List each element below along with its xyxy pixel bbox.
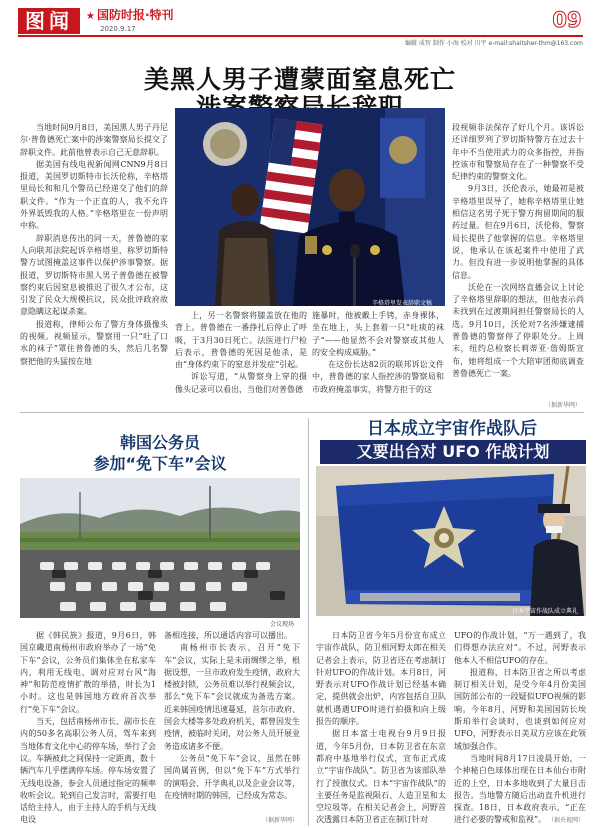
paragraph: 段视频非法保存了好几个月。该诉讼还详细罗列了罗切斯特警方在过去十年中不当使用武力的众多指控，并指控该市和警察局存在了一种警察不受纪律约束的警察文化。 xyxy=(452,123,584,182)
section-logo: 图闻 xyxy=(18,8,80,34)
right-headline-line-2: 又要出台对 UFO 作战计划 xyxy=(320,440,586,464)
left-photo-caption: 会议现场 xyxy=(270,621,295,628)
paragraph: UFO的作战计划，“万一遇到了，我们得想办法应对”。不过，河野表示他本人不相信UFO的存在。 xyxy=(454,631,586,665)
section-title xyxy=(86,6,174,23)
paragraph: 据美国有线电视新闻网CNN9月8日报道，美国罗切斯特市长沃伦称，辛格塔里局长和和几个警员已经递交了他们的辞职文件。“作为一个正直的人，我不允许外界诋毁我的人格。”辛格塔里在一份声明中称。 xyxy=(20,159,168,231)
main-story-photo xyxy=(175,108,445,306)
right-story-source: （据央视网） xyxy=(548,817,585,824)
column-divider xyxy=(308,418,309,826)
header-rule xyxy=(18,35,583,37)
paragraph: 日本防卫省今年5月份宣布成立宇宙作战队，防卫相河野太郎在相关记者会上表示，防卫省还在考虑制订针对UFO的作战计划。本月8日，河野表示对UFO作战计划已经基本确定，提供就会出炉，内容包括自卫队就机遇遇UFO时进行拍摄和向上级报告的顺序。 xyxy=(316,631,446,727)
paragraph: 当地时间9月8日，美国黑人男子丹尼尔·普鲁德死亡案中的涉案警察局长提交了辞职文件。此前他曾表示自己无意辞职。 xyxy=(20,123,168,157)
main-story-source: （据新华网） xyxy=(545,402,582,409)
main-headline-line-1: 美黑人男子遭蒙面窒息死亡 xyxy=(143,65,456,94)
paragraph: 辞职消息传出的同一天，普鲁德的家人向联邦法院起诉辛格塔里、称罗切斯特警方试图掩盖这事件以保护涉事警察。据报道，罗切斯特市黑人男子普鲁德在被警察约束后因窒息被推迟了很久才公布，这引发了民众大规模抗议，民众批评政府故意隐瞒这起谋杀案。 xyxy=(20,233,168,317)
paragraph: 南杨州市长表示，召开“免下车”会议，实际上是未雨绸缪之举，根据设想，一旦市政府发生疫情，政府大楼被封锁，公务员难以举行视频会议，那么“免下车”会议就成为备选方案。近来韩国疫情迅速蔓延，首尔市政府、国会大楼等多处政府机关，都曾因发生疫情，被临时关闭，对公务人员开展业务造成诸多不便。 xyxy=(164,643,300,751)
main-photo-caption: 辛格塔里发表辞职文稿 xyxy=(372,300,433,307)
paragraph: 报道称，日本防卫省之所以考虑制订相关计划，是受今年4月份美国国防部公布的一段疑似UFO视频的影响。今年8月，河野和美国国防长埃斯珀举行会谈时，也谈到如何应对UFO，河野表示日美双方应该在此领域加强合作。 xyxy=(454,667,586,751)
paragraph: 据《韩民族》报道，9月6日，韩国京畿道南杨州市政府举办了一场“免下车”会议，公务员们集体坐在私家车内，利用无线电、调对应对台风“海神”和防范疫情扩散的举措，时长为1小时。这也是韩国地方政府首次举行“免下车”会议。 xyxy=(20,631,156,714)
paragraph: 上，另一名警察将膝盖放在他的背上。普鲁德在一番挣扎后停止了呼吸，于3月30日死亡。法医进行尸检后表示，普鲁德的死因是他杀，是由“身体约束下的窒息并发症”引起。 xyxy=(175,311,307,370)
issue-date: 2020.9.17 xyxy=(100,25,136,33)
space-unit-flag-photo xyxy=(316,466,586,616)
right-photo-caption: 日本宇宙作战队成立典礼 xyxy=(512,608,579,615)
left-story-photo xyxy=(20,478,300,618)
paragraph: 诉讼写道，“从警察身上穿的摄像头记录可以看出，当他们对普鲁德 xyxy=(175,372,307,394)
paragraph: 据日本富士电视台9月9日报道，今年5月份，日本防卫省在东京都府中基地举行仪式，宣布正式成立“宇宙作战队”。防卫省为该部队举行了授旗仪式。日本“宇宙作战队”的主要任务是监视陨石、人造卫星和太空垃圾等。在相关记者会上，河野首次透露日本防卫省正在制订针对 xyxy=(316,729,446,825)
main-story-col-3 xyxy=(312,310,444,418)
page-header xyxy=(0,0,600,47)
right-story-photo xyxy=(316,466,586,616)
police-chief-photo xyxy=(175,108,445,306)
paragraph: 备相连接，所以通话内容可以播出。 xyxy=(164,631,292,640)
paragraph: 当天，包括南杨州市长、副市长在内的50多名高职公务人员，驾车来到当地体育文化中心的停车场，举行了会议。车辆被此之间保持一定距离，数十辆汽车几乎摆满停车场。停车场安置了无线电设备，参会人员通过指定的频率收听会议。轮到自己发言时，需要打电话给主持人，由于主持人的手机与无线电设 xyxy=(20,717,156,825)
left-headline-line-2: 参加“免下车”会议 xyxy=(93,454,227,473)
left-headline-line-1: 韩国公务员 xyxy=(119,433,200,452)
paragraph: 9月3日，沃伦表示，她最初是被辛格塔里误导了，她称辛格塔里让她相信这名男子死于警方拘留期间的服药过量。但在9月6日，沃伦称，警察局长提供了他掌握的信息。辛格塔里说，他承认在该起案件中使用了武力。但没有进一步说明他掌握的具体信息。 xyxy=(452,184,584,280)
left-story-col-2 xyxy=(164,630,300,826)
main-story-col-2 xyxy=(175,310,307,418)
paragraph: 沃伦在一次网络直播会议上讨论了辛格塔里辞职的想法，但他表示尚未找到在过渡期间担任警察局长的人选。9月10日，沃伦对7名涉嫌逮捕普鲁德的警察停了停职处分。上周末，纽约总检察长莉蒂亚·詹姆斯宣布，她将组成一个大陪审团彻底调查普鲁德死亡一案。 xyxy=(452,282,584,378)
paragraph: 在这份长达82页的联邦诉讼文件中，普鲁德的家人指控涉的警察局和市政府掩盖事实，将警方拒于的这 xyxy=(312,360,444,394)
editor-credits: 编辑 成智 制作 小海 校对 川宇 e-mail:shaitsher-thm@163.com xyxy=(405,40,583,47)
drive-in-meeting-photo xyxy=(20,478,300,618)
section-title-text: 国防时报·特刊 xyxy=(96,8,174,22)
right-story-col-1 xyxy=(316,630,446,826)
paragraph: 公务员“免下车”会议，虽然在韩国尚属首例，但以“免下车”方式举行的演唱会、开学典礼以及企业会议等，在疫情时期的韩国，已经成为常态。 xyxy=(164,753,300,800)
right-headline-line-1: 日本成立宇宙作战队后 xyxy=(367,419,537,439)
left-story-headline xyxy=(20,432,300,474)
right-story-col-2 xyxy=(454,630,586,826)
star-icon: ★ xyxy=(86,11,95,22)
main-story-col-4 xyxy=(452,122,584,412)
paragraph: 当地时间8月17日凌晨开始，一个神秘白色球体出现在日本仙台市附近的上空，日本多地收到了大量目击报告。当地警方随后出动直升机进行探查。18日，日本政府表示，“正在进行必要的警戒和监视”。 xyxy=(454,753,586,825)
left-story-col-1 xyxy=(20,630,156,826)
paragraph: 施暴时，他被戴上手铐，赤身裸体，坐在地上，头上套着一只“吐痰的袜子”——他显然不会对警察或其他人的安全构成威胁。” xyxy=(312,311,444,357)
main-story-col-1 xyxy=(20,122,168,418)
left-story-source: （据新华网） xyxy=(262,817,299,824)
section-divider xyxy=(20,412,584,413)
page-number: 09 xyxy=(552,8,582,32)
paragraph: 报道称，律师公布了警方身体摄像头的视频。视频显示，警察用一只“吐了口水的袜子”罩住普鲁德的头，然后几名警察把他的头猛按在地 xyxy=(20,319,168,366)
